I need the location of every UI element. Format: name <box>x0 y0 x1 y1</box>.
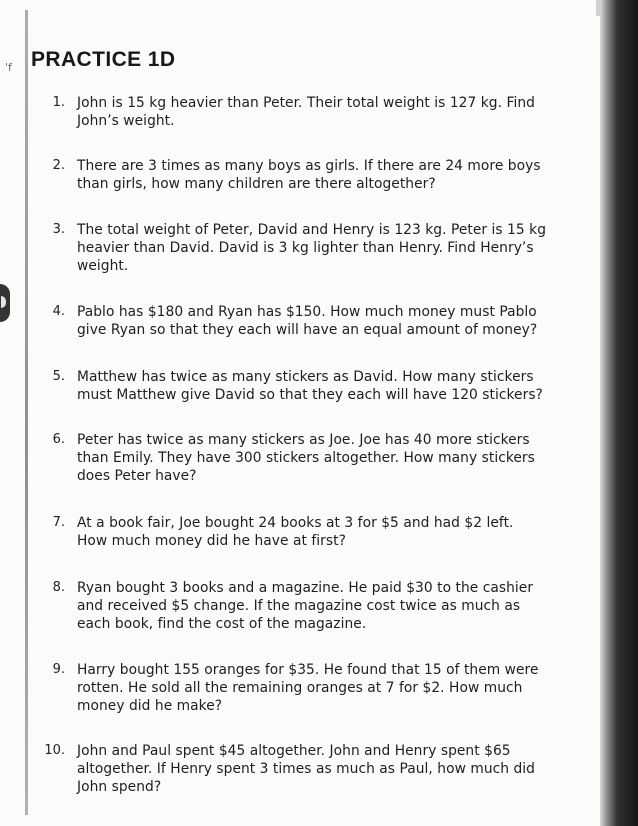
question-5 <box>0 368 600 404</box>
question-text: John and Paul spent $45 altogether. John and Henry spent $65 altogether. If Henry spent 3 times as much as Paul, how much did John spend? <box>77 743 535 795</box>
question-3 <box>0 221 600 275</box>
question-text: Pablo has $180 and Ryan has $150. How much money must Pablo give Ryan so that they each will have an equal amount of money? <box>77 304 538 338</box>
question-8 <box>0 579 600 633</box>
question-number: 7. <box>52 515 65 530</box>
question-6 <box>0 431 600 485</box>
question-1 <box>0 94 600 130</box>
question-number: 3. <box>52 222 65 237</box>
question-text: Ryan bought 3 books and a magazine. He paid $30 to the cashier and received $5 change. If the magazine cost twice as much as each book, find the cost of the magazine. <box>77 580 534 632</box>
question-text: Harry bought 155 oranges for $35. He found that 15 of them were rotten. He sold all the remaining oranges at 7 for $2. How much money did he make? <box>77 662 539 714</box>
question-text: At a book fair, Joe bought 24 books at 3 for $5 and had $2 left. How much money did he have at first? <box>77 515 514 549</box>
question-number: 6. <box>52 432 65 447</box>
question-10 <box>0 742 600 796</box>
question-number: 9. <box>52 662 65 677</box>
question-number: 10. <box>44 743 65 758</box>
question-text: Peter has twice as many stickers as Joe. Joe has 40 more stickers than Emily. They have 300 stickers altogether. How many stickers does Peter have? <box>77 432 535 484</box>
page-side-mark: 'f <box>5 61 12 74</box>
scan-right-edge <box>600 0 638 826</box>
question-4 <box>0 303 600 339</box>
question-text: John is 15 kg heavier than Peter. Their total weight is 127 kg. Find John’s weight. <box>77 95 535 129</box>
question-9 <box>0 661 600 715</box>
question-number: 8. <box>52 580 65 595</box>
question-number: 2. <box>52 158 65 173</box>
question-2 <box>0 157 600 193</box>
question-number: 5. <box>52 369 65 384</box>
question-text: Matthew has twice as many stickers as David. How many stickers must Matthew give David so that they each will have 120 stickers? <box>77 369 543 403</box>
question-number: 4. <box>52 304 65 319</box>
question-7 <box>0 514 600 550</box>
question-text: The total weight of Peter, David and Henry is 123 kg. Peter is 15 kg heavier than David. David is 3 kg lighter than Henry. Find Henry’s weight. <box>77 222 547 274</box>
question-number: 1. <box>52 95 65 110</box>
worksheet-title: PRACTICE 1D <box>31 48 176 71</box>
question-text: There are 3 times as many boys as girls. If there are 24 more boys than girls, how many children are there altogether? <box>77 158 541 192</box>
